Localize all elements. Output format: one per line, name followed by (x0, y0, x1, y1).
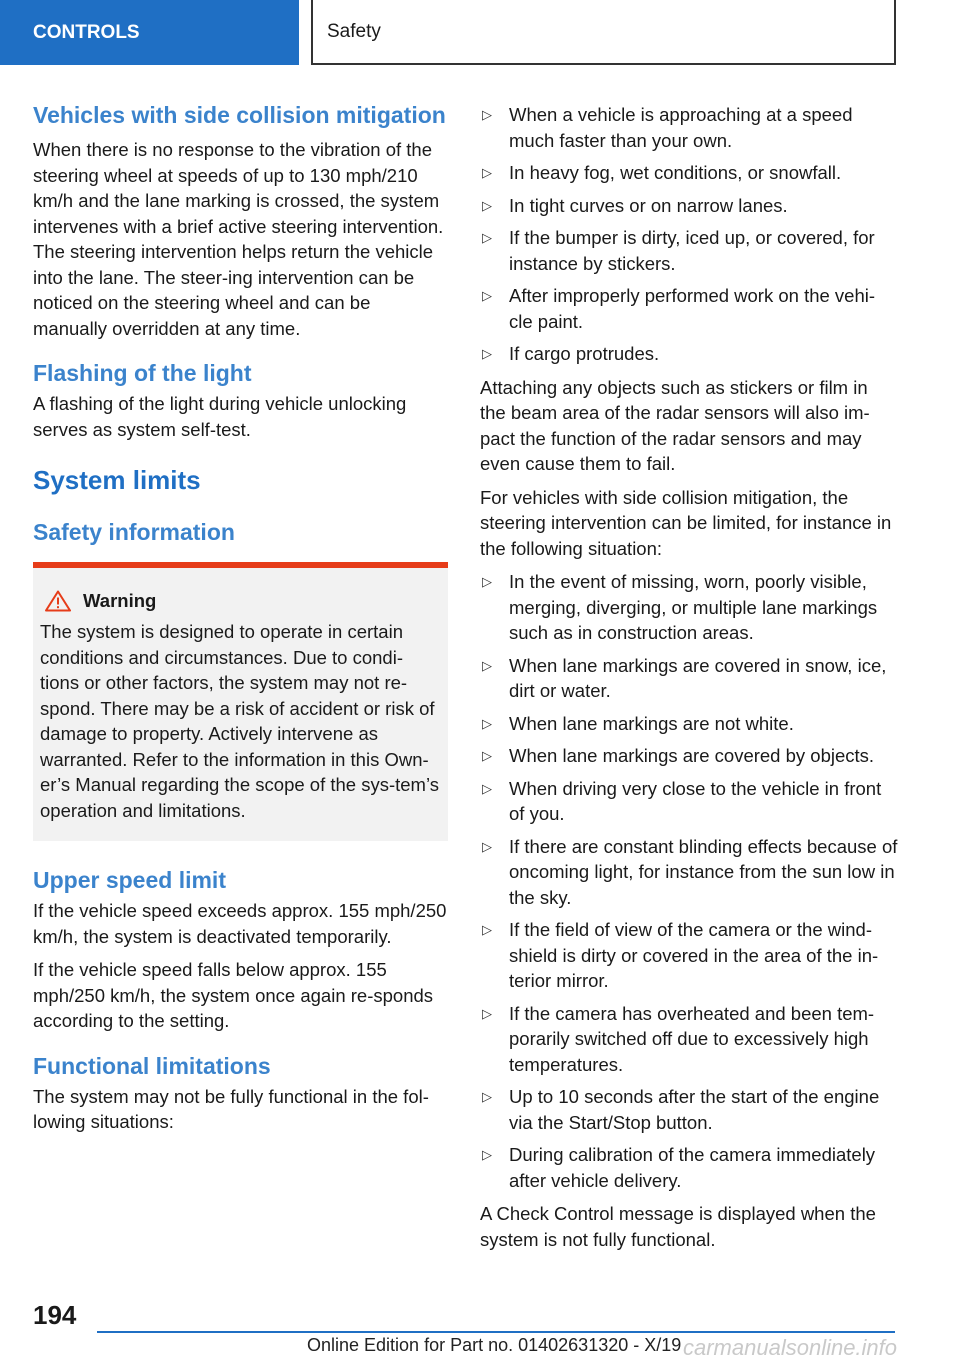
list-item (480, 569, 898, 646)
list-item (480, 283, 898, 334)
list-item (480, 653, 898, 704)
warning-box (33, 562, 448, 841)
triangle-right-icon: ▷ (482, 574, 492, 589)
limitations-list (480, 102, 898, 367)
footer-edition: Online Edition for Part no. 01402631320 - X/19 (307, 1335, 682, 1355)
list-item-text: If the camera has overheated and been tem‐porarily switched off due to excessively high temperatures. (509, 1002, 875, 1075)
list-item (480, 711, 898, 737)
paragraph-upper-speed-1: If the vehicle speed exceeds approx. 155 mph/250 km/h, the system is deactivated temporarily. (33, 900, 447, 947)
chapter-tab (0, 0, 299, 65)
list-item-text: When lane markings are covered by objects. (509, 745, 875, 766)
list-item-text: After improperly performed work on the vehi‐cle paint. (509, 285, 876, 332)
list-item-text: When lane markings are not white. (509, 712, 794, 734)
right-column (480, 102, 898, 1260)
triangle-right-icon: ▷ (482, 780, 492, 796)
triangle-right-icon: ▷ (482, 657, 492, 673)
warning-header (40, 590, 440, 612)
list-item-text: When driving very close to the vehicle in front of you. (509, 777, 882, 824)
list-item-text: If the field of view of the camera or the wind‐shield is dirty or covered in the area of the in‐terior mirror. (509, 919, 879, 991)
triangle-right-icon: ▷ (482, 1147, 492, 1162)
paragraph-side-limit: For vehicles with side collision mitigation, the steering intervention can be limited, for instance in the following situation: (480, 486, 892, 559)
triangle-right-icon: ▷ (482, 107, 492, 122)
heading-system-limits: System limits (33, 465, 201, 495)
heading-flashing-light: Flashing of the light (33, 360, 252, 386)
heading-upper-speed-limit: Upper speed limit (33, 867, 226, 893)
list-item (480, 225, 898, 276)
list-item (480, 776, 898, 827)
page-number: 194 (33, 1300, 77, 1330)
warning-triangle-icon (45, 590, 71, 612)
section-header (311, 0, 896, 65)
list-item (480, 834, 898, 911)
triangle-right-icon: ▷ (482, 838, 492, 854)
list-item-text: When lane markings are covered in snow, ice, dirt or water. (509, 654, 887, 701)
triangle-right-icon: ▷ (482, 346, 492, 361)
list-item-text: When a vehicle is approaching at a speed much faster than your own. (509, 104, 853, 151)
footer-divider (97, 1331, 895, 1333)
left-column (33, 102, 448, 1143)
list-item (480, 193, 898, 219)
triangle-right-icon: ▷ (482, 230, 492, 245)
list-item-text: In heavy fog, wet conditions, or snowfall. (509, 162, 842, 183)
list-item (480, 102, 898, 153)
triangle-right-icon: ▷ (482, 715, 492, 731)
triangle-right-icon: ▷ (482, 922, 492, 937)
list-item-text: If there are constant blinding effects because of oncoming light, for instance from the sun low in the sky. (509, 835, 898, 908)
list-item (480, 160, 898, 186)
list-item-text: If cargo protrudes. (509, 343, 660, 364)
paragraph-radar-attach: Attaching any objects such as stickers or film in the beam area of the radar sensors will also im‐pact the function of the radar sensors and may even cause them to fail. (480, 376, 870, 474)
list-item-text: In tight curves or on narrow lanes. (509, 194, 788, 216)
list-item-text: During calibration of the camera immediately after vehicle delivery. (509, 1144, 876, 1191)
list-item (480, 1084, 898, 1135)
list-item (480, 917, 898, 994)
list-item (480, 1001, 898, 1078)
triangle-right-icon: ▷ (482, 197, 492, 213)
list-item-text: In the event of missing, worn, poorly visible, merging, diverging, or multiple lane markings such as in construction areas. (509, 571, 878, 643)
list-item (480, 743, 898, 769)
paragraph-side-collision: When there is no response to the vibration of the steering wheel at speeds of up to 130 mph/210 km/h and the lane marking is crossed, the system intervenes with a brief active steering intervention. The steering intervention helps return the vehicle into the lane. The steer‐ing intervention can be noticed on the steering wheel and can be manually overridden at any time. (33, 139, 444, 339)
paragraph-upper-speed-2: If the vehicle speed falls below approx. 155 mph/250 km/h, the system once again re‐sponds according to the setting. (33, 959, 434, 1031)
triangle-right-icon: ▷ (482, 748, 492, 763)
warning-label: Warning (83, 590, 157, 611)
triangle-right-icon: ▷ (482, 1089, 492, 1104)
paragraph-flashing-light: A flashing of the light during vehicle unlocking serves as system self-test. (33, 393, 407, 440)
triangle-right-icon: ▷ (482, 1005, 492, 1021)
heading-side-collision: Vehicles with side collision mitigation (33, 102, 446, 128)
paragraph-check-control: A Check Control message is displayed when the system is not fully functional. (480, 1203, 876, 1250)
triangle-right-icon: ▷ (482, 288, 492, 303)
section-title: Safety (327, 20, 381, 42)
chapter-title: CONTROLS (33, 21, 140, 43)
list-item (480, 1142, 898, 1193)
paragraph-functional-limitations: The system may not be fully functional in the fol‐lowing situations: (33, 1085, 429, 1132)
warning-text: The system is designed to operate in certain conditions and circumstances. Due to condi‐tions or other factors, the system may not re‐spond. There may be a risk of accident or risk of damage to property. Actively intervene as warranted. Refer to the information in this Own‐er’s Manual regarding the scope of the sys‐tem’s operation and limitations. (40, 621, 439, 821)
list-item-text: If the bumper is dirty, iced up, or covered, for instance by stickers. (509, 227, 875, 274)
watermark: carmanualsonline.info (683, 1335, 898, 1360)
list-item (480, 341, 898, 367)
heading-safety-information: Safety information (33, 519, 235, 545)
heading-functional-limitations: Functional limitations (33, 1052, 271, 1079)
triangle-right-icon: ▷ (482, 165, 492, 180)
side-limitations-list (480, 569, 898, 1193)
list-item-text: Up to 10 seconds after the start of the engine via the Start/Stop button. (509, 1086, 880, 1133)
